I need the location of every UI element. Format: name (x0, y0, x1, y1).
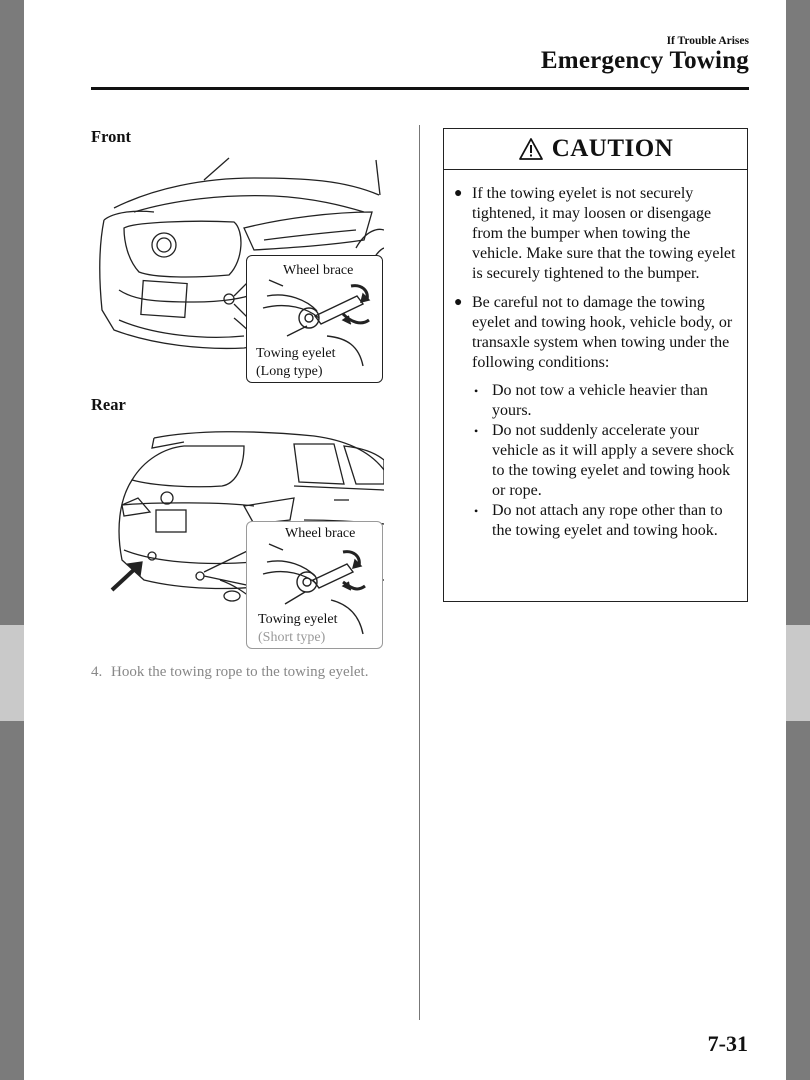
towing-eyelet-label: Towing eyelet (256, 346, 336, 361)
column-divider (419, 125, 420, 1020)
caution-subitem (472, 421, 737, 501)
wheel-brace-label: Wheel brace (283, 263, 354, 278)
caution-subitem (472, 381, 737, 421)
sub-bullet-icon: • (474, 504, 479, 518)
wheel-brace-label: Wheel brace (285, 526, 356, 541)
front-label: Front (91, 127, 132, 146)
sub-bullet-icon: • (474, 424, 479, 438)
caution-subitem (472, 501, 737, 541)
caution-subitem-text: Do not suddenly accelerate your vehicle as it will apply a severe shock to the towing eyelet and towing hook or rope. (492, 422, 735, 499)
caution-header (444, 129, 747, 170)
warning-triangle-icon (518, 137, 544, 161)
manual-page (24, 0, 786, 1080)
page-number: 7-31 (707, 1031, 748, 1056)
rear-detail-callout (246, 521, 383, 649)
caution-box (443, 128, 748, 602)
caution-subitem-text: Do not tow a vehicle heavier than yours. (492, 382, 708, 419)
section-header: If Trouble Arises (666, 35, 749, 47)
bullet-icon: ● (454, 295, 463, 310)
caution-subitem-text: Do not attach any rope other than to the towing eyelet and towing hook. (492, 502, 723, 539)
step-instruction (91, 662, 381, 682)
bullet-icon: ● (454, 186, 463, 201)
header-divider (91, 87, 749, 90)
page-title: Emergency Towing (540, 47, 749, 74)
eyelet-type-label: (Short type) (258, 630, 326, 645)
caution-sublist (472, 381, 737, 541)
caution-item (454, 293, 737, 541)
front-detail-callout (246, 255, 383, 383)
sub-bullet-icon: • (474, 384, 479, 398)
towing-eyelet-label: Towing eyelet (258, 612, 338, 627)
caution-item (454, 184, 737, 284)
step-number: 4. (91, 664, 103, 680)
step-text: Hook the towing rope to the towing eyelet. (111, 664, 369, 680)
caution-title: CAUTION (551, 135, 674, 162)
caution-item-text: If the towing eyelet is not securely tightened, it may loosen or disengage from the bumper when towing the vehicle. Make sure that the towing eyelet is securely tightened to the bumper. (472, 185, 736, 282)
caution-list (444, 170, 747, 541)
rear-label: Rear (91, 395, 126, 414)
eyelet-type-label: (Long type) (256, 364, 323, 379)
caution-item-text: Be careful not to damage the towing eyelet and towing hook, vehicle body, or transaxle system when towing under the following conditions: (472, 294, 733, 371)
